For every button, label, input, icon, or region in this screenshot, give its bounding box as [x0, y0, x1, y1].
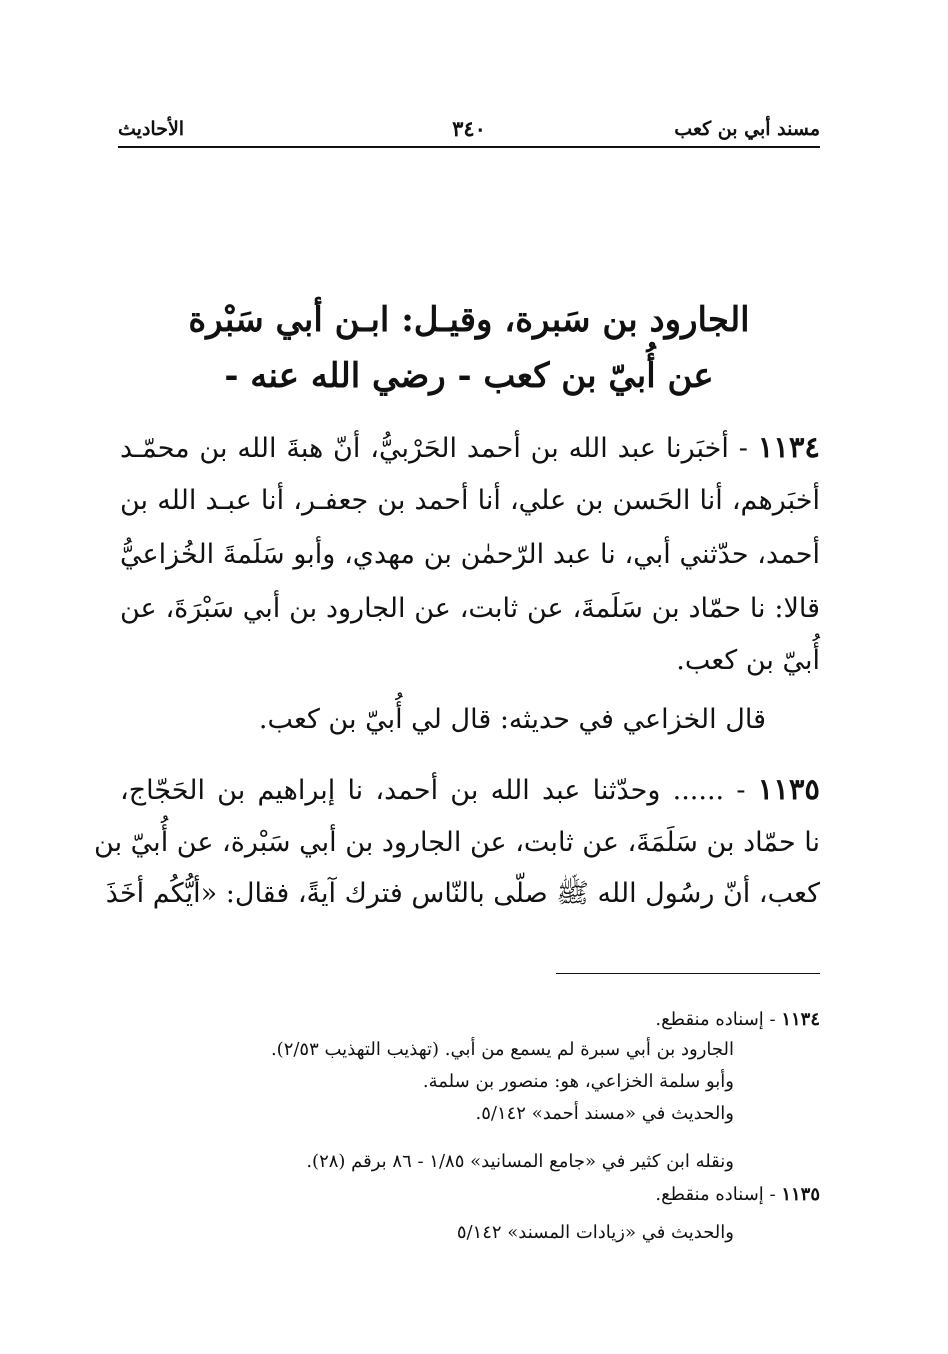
footnote-number: ١١٣٥: [781, 1184, 820, 1205]
hadith-1134-line-4: قالا: نا حمّاد بن سَلَمةَ، عن ثابت، عن الجارود بن أبي سَبْرَةَ، عن: [120, 593, 820, 624]
header-book-title: مسند أبي بن كعب: [674, 118, 820, 140]
section-title-line-2: عن أُبيّ بن كعب - رضي الله عنه -: [224, 356, 714, 396]
footnote-1135-line-1: [655, 1182, 820, 1208]
header-section: الأحاديث: [118, 118, 185, 140]
hadith-1134-line-5: أُبيّ بن كعب.: [676, 645, 820, 676]
footnote-text: - إسناده منقطع.: [655, 1009, 776, 1030]
footnote-1134-line-2: الجارود بن أبي سبرة لم يسمع من أبي. (تهذيب التهذيب ٢/٥٣).: [270, 1039, 734, 1060]
footnote-number: ١١٣٤: [781, 1009, 820, 1030]
footnote-1134-line-5: ونقله ابن كثير في «جامع المسانيد» ١/٨٥ - ٨٦ برقم (٢٨).: [306, 1151, 734, 1172]
footnote-text: - إسناده منقطع.: [655, 1184, 776, 1205]
hadith-number: ١١٣٥: [757, 772, 820, 806]
footnote-1134-line-3: وأبو سلمة الخزاعي، هو: منصور بن سلمة.: [422, 1071, 734, 1092]
hadith-1135-line-1: [120, 769, 820, 811]
footnote-1134-line-4: والحديث في «مسند أحمد» ٥/١٤٢.: [475, 1103, 734, 1124]
section-title: [118, 292, 820, 404]
hadith-text: - أخبَرنا عبد الله بن أحمد الحَرْبيُّ، أنّ هبةَ الله بن محمّـد: [120, 433, 748, 464]
footnote-separator: [556, 973, 820, 974]
section-title-line-1: الجارود بن سَبرة، وقيـل: ابـن أبي سَبْرة: [188, 300, 750, 340]
footnote-1134-line-1: [655, 1007, 820, 1033]
hadith-1134-line-6: قال الخزاعي في حديثه: قال لي أُبيّ بن كعب.: [258, 704, 766, 735]
running-header: [118, 116, 820, 148]
page-number: ٣٤٠: [452, 116, 486, 141]
hadith-1135-line-2: نا حمّاد بن سَلَمَةَ، عن ثابت، عن الجارود بن أبي سَبْرة، عن أُبيّ بن: [94, 827, 820, 858]
footnote-1135-line-2: والحديث في «زيادات المسند» ٥/١٤٢: [456, 1222, 734, 1243]
hadith-1135-line-3: كعب، أنّ رسُول الله ﷺ صلّى بالنّاس فترك آيةً، فقال: «أيُّكُم أخَذَ: [105, 878, 820, 909]
hadith-text: - ...... وحدّثنا عبد الله بن أحمد، نا إبراهيم بن الحَجّاج،: [120, 775, 746, 806]
hadith-1134-line-2: أخبَرهم، أنا الحَسن بن علي، أنا أحمد بن جعفـر، أنا عبـد الله بن: [120, 485, 820, 516]
hadith-1134-line-1: [120, 427, 820, 469]
hadith-1134-line-3: أحمد، حدّثني أبي، نا عبد الرّحمٰن بن مهدي، وأبو سَلَمةَ الخُزاعيُّ: [120, 539, 820, 570]
hadith-number: ١١٣٤: [757, 430, 820, 464]
